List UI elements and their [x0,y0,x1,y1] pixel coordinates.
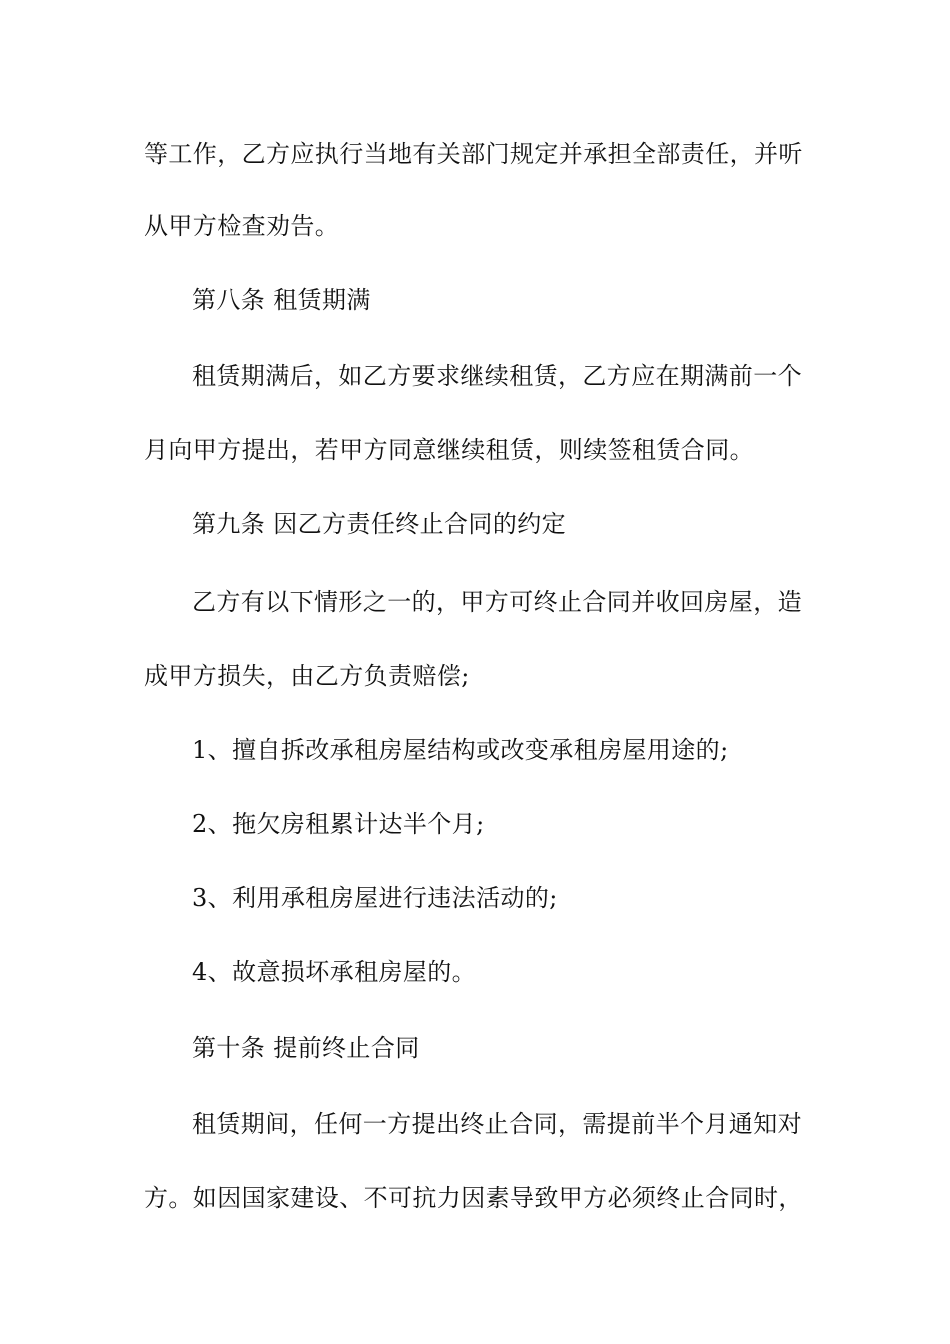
list-item: 2、拖欠房租累计达半个月; [192,810,485,838]
list-item: 3、利用承租房屋进行违法活动的; [192,884,558,912]
paragraph-line: 租赁期间，任何一方提出终止合同，需提前半个月通知对 [192,1110,802,1138]
paragraph-line: 等工作，乙方应执行当地有关部门规定并承担全部责任，并听 [144,140,803,168]
paragraph-line: 方。如因国家建设、不可抗力因素导致甲方必须终止合同时， [144,1184,803,1212]
paragraph-line: 乙方有以下情形之一的，甲方可终止合同并收回房屋，造 [192,588,802,616]
paragraph-line: 租赁期满后，如乙方要求继续租赁，乙方应在期满前一个 [192,362,802,390]
section-heading: 第九条 因乙方责任终止合同的约定 [192,510,567,538]
paragraph-line: 成甲方损失，由乙方负责赔偿; [144,662,470,690]
list-item: 4、故意损坏承租房屋的。 [192,958,477,986]
section-heading: 第十条 提前终止合同 [192,1034,420,1062]
section-heading: 第八条 租赁期满 [192,286,371,314]
paragraph-line: 从甲方检查劝告。 [144,212,340,240]
paragraph-line: 月向甲方提出，若甲方同意继续租赁，则续签租赁合同。 [144,436,754,464]
list-item: 1、擅自拆改承租房屋结构或改变承租房屋用途的; [192,736,729,764]
